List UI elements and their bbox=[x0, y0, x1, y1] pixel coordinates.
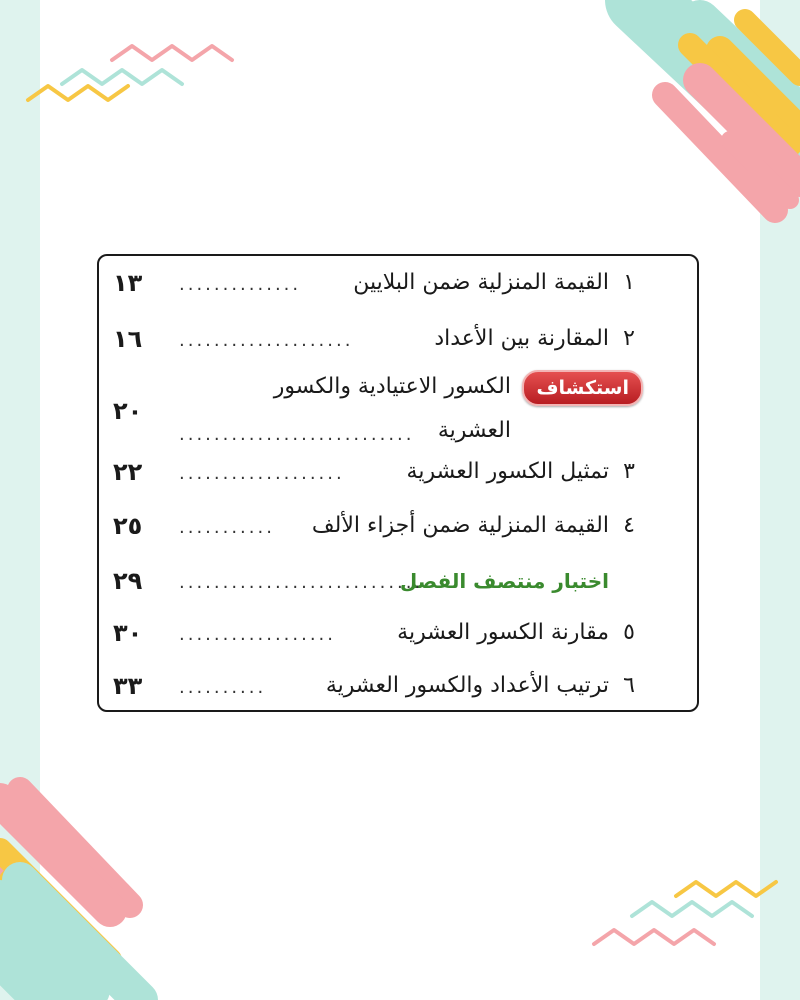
page-number: ٢٠ bbox=[113, 397, 143, 425]
zigzag-mint-bottom-right bbox=[632, 902, 752, 916]
zigzag-pink-bottom-right bbox=[594, 930, 714, 944]
dot-leader: .......... bbox=[179, 677, 267, 698]
dot-leader: ........................... bbox=[179, 424, 415, 445]
page-number: ٢٩ bbox=[113, 567, 143, 595]
page-number: ٣٠ bbox=[113, 619, 143, 647]
toc-entry-6[interactable] bbox=[99, 666, 697, 706]
page-number: ١٣ bbox=[113, 269, 143, 297]
lesson-title: المقارنة بين الأعداد bbox=[434, 326, 609, 351]
explore-title-line2: العشرية bbox=[437, 418, 511, 443]
lesson-number: ٣ bbox=[623, 459, 635, 484]
toc-entry-3[interactable] bbox=[99, 452, 697, 492]
explore-title-line1: الكسور الاعتيادية والكسور bbox=[273, 374, 511, 399]
zigzag-yellow-top-left bbox=[28, 86, 128, 100]
dot-leader: ............................ bbox=[179, 572, 424, 593]
lesson-number: ٢ bbox=[623, 326, 635, 351]
page-number: ١٦ bbox=[113, 325, 143, 353]
toc-entry-explore[interactable] bbox=[99, 367, 697, 457]
drips-bottom-left bbox=[0, 790, 140, 1000]
lesson-title: تمثيل الكسور العشرية bbox=[406, 459, 609, 484]
dot-leader: ................... bbox=[179, 463, 345, 484]
lesson-title: مقارنة الكسور العشرية bbox=[397, 620, 609, 645]
page-number: ٣٣ bbox=[113, 672, 143, 700]
dot-leader: .................... bbox=[179, 330, 354, 351]
lesson-number: ٦ bbox=[623, 673, 635, 698]
lesson-title: القيمة المنزلية ضمن أجزاء الألف bbox=[311, 513, 609, 538]
table-of-contents bbox=[97, 254, 699, 712]
explore-badge: استكشاف bbox=[522, 370, 643, 406]
page-number: ٢٥ bbox=[113, 512, 143, 540]
toc-entry-2[interactable] bbox=[99, 319, 697, 359]
lesson-title: القيمة المنزلية ضمن البلايين bbox=[353, 270, 609, 295]
dot-leader: .................. bbox=[179, 624, 336, 645]
lesson-title: ترتيب الأعداد والكسور العشرية bbox=[325, 673, 609, 698]
zigzag-mint-top-left bbox=[62, 70, 182, 84]
lesson-number: ١ bbox=[623, 270, 635, 295]
dot-leader: .............. bbox=[179, 274, 302, 295]
zigzag-yellow-bottom-right bbox=[676, 882, 776, 896]
lesson-number: ٥ bbox=[623, 620, 635, 645]
drips-top-right bbox=[640, 0, 800, 210]
lesson-number: ٤ bbox=[623, 513, 635, 538]
toc-entry-1[interactable] bbox=[99, 263, 697, 303]
zigzag-pink-top-left bbox=[112, 46, 232, 60]
page-number: ٢٢ bbox=[113, 458, 143, 486]
toc-entry-5[interactable] bbox=[99, 613, 697, 653]
midchapter-test-title: اختبار منتصف الفصل bbox=[399, 569, 609, 593]
dot-leader: ........... bbox=[179, 517, 275, 538]
toc-entry-4[interactable] bbox=[99, 506, 697, 546]
toc-entry-midchapter-test[interactable] bbox=[99, 561, 697, 601]
